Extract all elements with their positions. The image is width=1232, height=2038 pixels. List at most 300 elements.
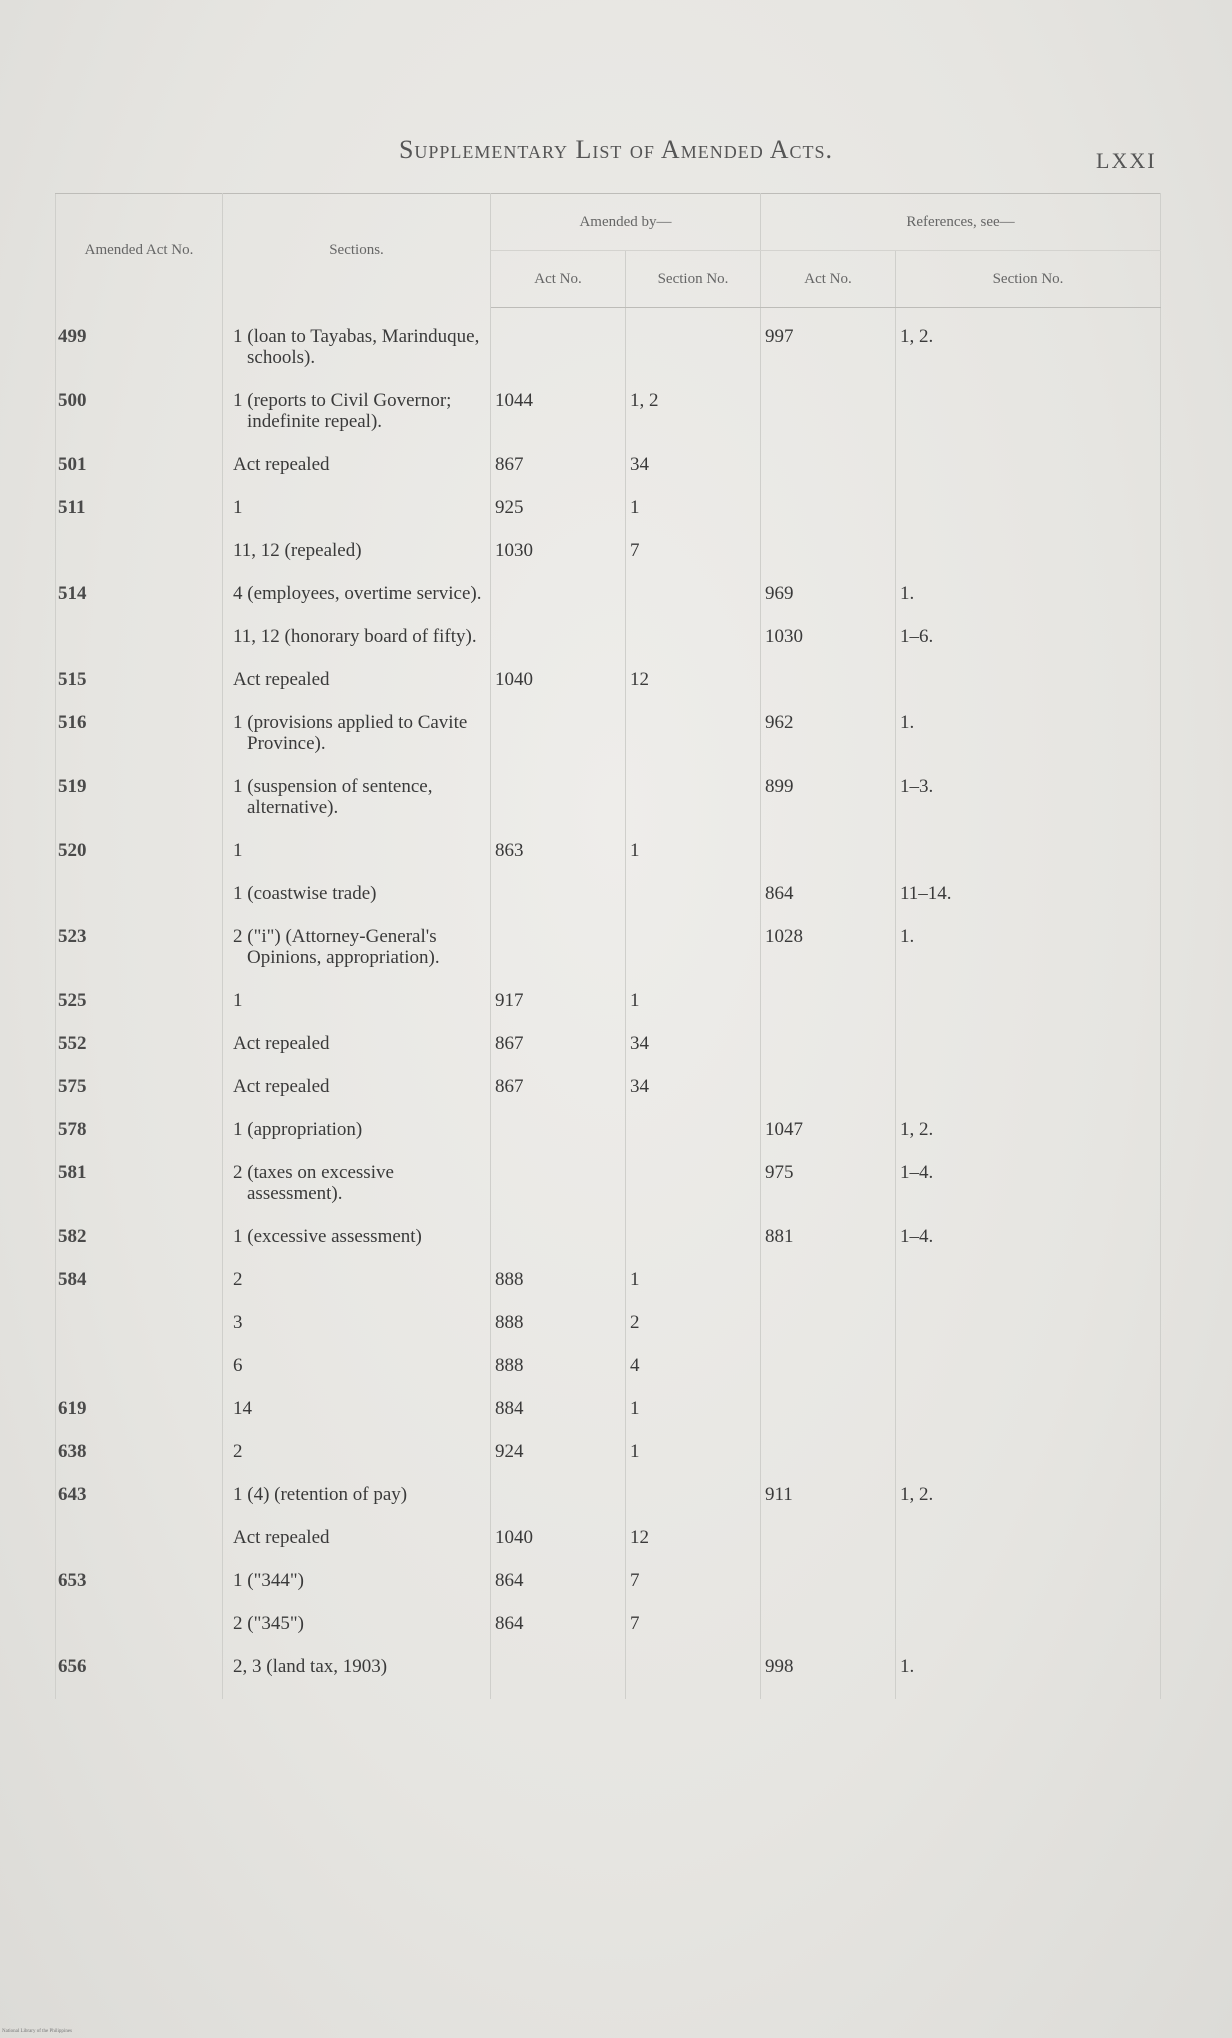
- reference-act-cell: [761, 1076, 896, 1097]
- act-number-cell: [56, 1076, 223, 1097]
- reference-act-cell: [761, 1613, 896, 1634]
- reference-section-cell-text: 1–4.: [900, 1225, 934, 1247]
- act-number-cell: [56, 990, 223, 1011]
- act-number-cell: [56, 1162, 223, 1204]
- amended-by-section-cell: [626, 712, 761, 754]
- reference-act-cell-text: 962: [765, 711, 794, 733]
- act-number-cell-text: 514: [58, 582, 87, 604]
- amended-by-section-cell: [626, 454, 761, 475]
- reference-section-cell: [896, 1076, 1161, 1097]
- reference-section-cell: [896, 1441, 1161, 1462]
- table-row: [56, 1269, 1161, 1290]
- reference-act-cell: [761, 712, 896, 754]
- act-number-cell: [56, 1570, 223, 1591]
- reference-section-cell: [896, 1226, 1161, 1247]
- reference-act-cell: [761, 1355, 896, 1376]
- amended-by-section-cell-text: 7: [630, 1612, 640, 1634]
- amended-by-act-cell: [491, 883, 626, 904]
- act-number-cell: [56, 1441, 223, 1462]
- act-number-cell: [56, 583, 223, 604]
- sections-cell-text: 1 (provisions applied to Cavite Province).: [233, 711, 468, 754]
- sections-cell: [223, 669, 491, 690]
- reference-act-cell-text: 1047: [765, 1118, 804, 1140]
- amended-by-act-cell: [491, 1527, 626, 1548]
- amended-by-section-cell: [626, 1398, 761, 1419]
- reference-act-cell: [761, 1570, 896, 1591]
- reference-section-cell: [896, 1269, 1161, 1290]
- amended-by-section-cell-text: 1, 2: [630, 389, 659, 411]
- sections-cell-text: 1 (loan to Tayabas, Marinduque, schools).: [233, 325, 480, 368]
- amended-by-act-cell: [491, 326, 626, 368]
- act-number-cell-text: 515: [58, 668, 87, 690]
- sections-cell-text: Act repealed: [233, 1032, 330, 1054]
- reference-act-cell: [761, 1226, 896, 1247]
- sections-cell-text: 11, 12 (repealed): [233, 539, 362, 561]
- amended-by-act-cell-text: 888: [495, 1311, 524, 1333]
- sections-cell: [223, 1570, 491, 1591]
- sections-cell-text: 1 (coastwise trade): [233, 882, 377, 904]
- reference-section-cell: [896, 926, 1161, 968]
- table-row: [56, 1441, 1161, 1462]
- reference-section-cell: [896, 1033, 1161, 1054]
- sections-cell: [223, 626, 491, 647]
- amended-by-section-cell: [626, 326, 761, 368]
- sections-cell-text: 2 ("i") (Attorney-General's Opinions, appropriation).: [233, 925, 440, 968]
- sections-cell: [223, 776, 491, 818]
- sections-cell-text: 2: [233, 1268, 243, 1290]
- amended-by-act-cell: [491, 1441, 626, 1462]
- page-number: LXXI: [1096, 148, 1157, 173]
- act-number-cell-text: 525: [58, 989, 87, 1011]
- act-number-cell: [56, 669, 223, 690]
- sections-cell-text: 6: [233, 1354, 243, 1376]
- reference-section-cell: [896, 454, 1161, 475]
- sections-cell: [223, 1656, 491, 1677]
- amended-by-act-cell: [491, 1033, 626, 1054]
- reference-section-cell: [896, 712, 1161, 754]
- reference-act-cell: [761, 1162, 896, 1204]
- amended-by-section-cell: [626, 1076, 761, 1097]
- table-row: [56, 1613, 1161, 1634]
- amended-by-section-cell: [626, 1119, 761, 1140]
- sections-cell-text: 1: [233, 496, 243, 518]
- reference-act-cell-text: 1030: [765, 625, 804, 647]
- amended-by-section-cell-text: 34: [630, 1075, 649, 1097]
- amended-by-act-cell: [491, 454, 626, 475]
- sections-cell-text: 1 (appropriation): [233, 1118, 363, 1140]
- reference-section-cell: [896, 497, 1161, 518]
- reference-section-cell: [896, 990, 1161, 1011]
- sections-cell-text: 1 ("344"): [233, 1569, 304, 1591]
- sections-cell: [223, 1527, 491, 1548]
- reference-act-cell-text: 899: [765, 775, 794, 797]
- amended-by-act-cell: [491, 497, 626, 518]
- sections-cell: [223, 583, 491, 604]
- amended-acts-table: [55, 193, 1161, 1699]
- table-row: [56, 883, 1161, 904]
- act-number-cell-text: 516: [58, 711, 87, 733]
- amended-by-section-cell-text: 1: [630, 1268, 640, 1290]
- table-row: [56, 1656, 1161, 1677]
- reference-act-cell: [761, 454, 896, 475]
- amended-by-act-cell-text: 863: [495, 839, 524, 861]
- amended-by-act-cell: [491, 390, 626, 432]
- reference-act-cell: [761, 1656, 896, 1677]
- reference-act-cell: [761, 540, 896, 561]
- sections-cell-text: 1 (excessive assessment): [233, 1225, 422, 1247]
- amended-by-section-cell: [626, 1269, 761, 1290]
- table-row: [56, 1527, 1161, 1548]
- sections-cell-text: 1: [233, 839, 243, 861]
- header-act-no-amended: Act No.: [491, 251, 626, 308]
- reference-act-cell: [761, 626, 896, 647]
- reference-section-cell: [896, 1312, 1161, 1333]
- act-number-cell: [56, 540, 223, 561]
- act-number-cell-text: 584: [58, 1268, 87, 1290]
- sections-cell: [223, 883, 491, 904]
- sections-cell-text: 3: [233, 1311, 243, 1333]
- sections-cell: [223, 454, 491, 475]
- amended-by-act-cell: [491, 669, 626, 690]
- table-row: [56, 1355, 1161, 1376]
- act-number-cell-text: 619: [58, 1397, 87, 1419]
- table-row: [56, 540, 1161, 561]
- amended-by-section-cell: [626, 1484, 761, 1505]
- amended-by-act-cell-text: 1040: [495, 668, 533, 690]
- sections-cell: [223, 326, 491, 368]
- amended-by-act-cell: [491, 540, 626, 561]
- act-number-cell-text: 578: [58, 1118, 87, 1140]
- page-title: Supplementary List of Amended Acts.: [398, 135, 834, 164]
- act-number-cell-text: 638: [58, 1440, 87, 1462]
- sections-cell-text: 11, 12 (honorary board of fifty).: [233, 625, 477, 647]
- table-row: [56, 497, 1161, 518]
- sections-cell: [223, 540, 491, 561]
- amended-by-act-cell-text: 1044: [495, 389, 533, 411]
- sections-cell: [223, 990, 491, 1011]
- table-row: [56, 990, 1161, 1011]
- sections-cell: [223, 1226, 491, 1247]
- amended-by-act-cell-text: 888: [495, 1354, 524, 1376]
- sections-cell-text: 2 (taxes on excessive assessment).: [233, 1161, 394, 1204]
- reference-act-cell: [761, 1398, 896, 1419]
- amended-by-section-cell: [626, 626, 761, 647]
- act-number-cell: [56, 1656, 223, 1677]
- act-number-cell-text: 519: [58, 775, 87, 797]
- table-row: [56, 583, 1161, 604]
- act-number-cell: [56, 840, 223, 861]
- header-section-no-amended: Section No.: [626, 251, 761, 308]
- table-body: [56, 308, 1161, 1699]
- sections-cell-text: Act repealed: [233, 668, 330, 690]
- sections-cell: [223, 1355, 491, 1376]
- sections-cell-text: 4 (employees, overtime service).: [233, 582, 482, 604]
- act-number-cell: [56, 1119, 223, 1140]
- sections-cell: [223, 1076, 491, 1097]
- sections-cell-text: 2: [233, 1440, 243, 1462]
- reference-section-cell: [896, 1355, 1161, 1376]
- act-number-cell-text: 575: [58, 1075, 87, 1097]
- reference-section-cell-text: 1, 2.: [900, 1118, 934, 1140]
- reference-section-cell: [896, 540, 1161, 561]
- amended-by-act-cell: [491, 1312, 626, 1333]
- reference-section-cell: [896, 583, 1161, 604]
- reference-section-cell-text: 1.: [900, 582, 915, 604]
- reference-act-cell-text: 997: [765, 325, 794, 347]
- amended-by-section-cell-text: 1: [630, 496, 640, 518]
- act-number-cell-text: 523: [58, 925, 87, 947]
- table-row: [56, 626, 1161, 647]
- reference-act-cell: [761, 1527, 896, 1548]
- reference-section-cell: [896, 1656, 1161, 1677]
- sections-cell: [223, 1441, 491, 1462]
- reference-act-cell-text: 881: [765, 1225, 794, 1247]
- amended-by-act-cell-text: 917: [495, 989, 524, 1011]
- table-row: [56, 454, 1161, 475]
- amended-by-act-cell: [491, 1226, 626, 1247]
- act-number-cell-text: 552: [58, 1032, 87, 1054]
- table-row: [56, 1484, 1161, 1505]
- amended-by-act-cell: [491, 626, 626, 647]
- amended-by-section-cell: [626, 1312, 761, 1333]
- act-number-cell-text: 582: [58, 1225, 87, 1247]
- act-number-cell-text: 653: [58, 1569, 87, 1591]
- sections-cell: [223, 1312, 491, 1333]
- amended-by-act-cell: [491, 1269, 626, 1290]
- table-row: [56, 326, 1161, 368]
- act-number-cell: [56, 926, 223, 968]
- amended-by-act-cell-text: 867: [495, 1075, 524, 1097]
- reference-section-cell: [896, 1162, 1161, 1204]
- sections-cell-text: 1: [233, 989, 243, 1011]
- reference-act-cell: [761, 1312, 896, 1333]
- reference-act-cell: [761, 1441, 896, 1462]
- reference-section-cell: [896, 1613, 1161, 1634]
- amended-by-section-cell: [626, 1355, 761, 1376]
- table-row: [56, 1226, 1161, 1247]
- amended-by-section-cell: [626, 883, 761, 904]
- act-number-cell: [56, 1484, 223, 1505]
- reference-section-cell-text: 1.: [900, 1655, 915, 1677]
- reference-section-cell: [896, 1398, 1161, 1419]
- sections-cell: [223, 1033, 491, 1054]
- header-references: References, see—: [761, 194, 1161, 251]
- sections-cell: [223, 390, 491, 432]
- sections-cell-text: Act repealed: [233, 1526, 330, 1548]
- reference-section-cell: [896, 840, 1161, 861]
- amended-by-section-cell: [626, 1570, 761, 1591]
- amended-by-act-cell: [491, 1398, 626, 1419]
- act-number-cell: [56, 1226, 223, 1247]
- sections-cell-text: 1 (reports to Civil Governor; indefinite repeal).: [233, 389, 452, 432]
- header-amended-act-no: Amended Act No.: [56, 194, 223, 308]
- amended-by-section-cell: [626, 1613, 761, 1634]
- act-number-cell: [56, 883, 223, 904]
- reference-section-cell: [896, 1527, 1161, 1548]
- sections-cell-text: Act repealed: [233, 453, 330, 475]
- amended-by-section-cell: [626, 583, 761, 604]
- act-number-cell: [56, 1355, 223, 1376]
- act-number-cell-text: 581: [58, 1161, 87, 1183]
- act-number-cell: [56, 1527, 223, 1548]
- amended-by-section-cell-text: 2: [630, 1311, 640, 1333]
- amended-by-section-cell-text: 1: [630, 989, 640, 1011]
- amended-by-act-cell: [491, 583, 626, 604]
- reference-section-cell: [896, 626, 1161, 647]
- reference-section-cell: [896, 669, 1161, 690]
- sections-cell-text: 14: [233, 1397, 252, 1419]
- act-number-cell: [56, 1312, 223, 1333]
- table-row: [56, 776, 1161, 818]
- amended-by-section-cell-text: 1: [630, 1397, 640, 1419]
- amended-by-section-cell: [626, 776, 761, 818]
- sections-cell: [223, 1484, 491, 1505]
- amended-by-act-cell: [491, 1570, 626, 1591]
- header-amended-by: Amended by—: [491, 194, 761, 251]
- amended-by-act-cell: [491, 840, 626, 861]
- reference-act-cell: [761, 926, 896, 968]
- amended-by-section-cell-text: 34: [630, 1032, 649, 1054]
- amended-by-section-cell-text: 7: [630, 539, 640, 561]
- amended-by-section-cell: [626, 497, 761, 518]
- amended-by-section-cell-text: 1: [630, 839, 640, 861]
- amended-by-act-cell: [491, 1656, 626, 1677]
- sections-cell: [223, 1119, 491, 1140]
- amended-by-act-cell: [491, 1613, 626, 1634]
- amended-by-section-cell: [626, 1441, 761, 1462]
- table-row: [56, 926, 1161, 968]
- reference-act-cell-text: 975: [765, 1161, 794, 1183]
- amended-by-act-cell-text: 864: [495, 1569, 524, 1591]
- amended-by-act-cell: [491, 926, 626, 968]
- amended-by-section-cell: [626, 926, 761, 968]
- footer-credit: National Library of the Philippines: [2, 2029, 72, 2034]
- reference-section-cell: [896, 1119, 1161, 1140]
- sections-cell-text: 2 ("345"): [233, 1612, 304, 1634]
- reference-act-cell: [761, 776, 896, 818]
- amended-by-section-cell: [626, 840, 761, 861]
- amended-by-section-cell-text: 12: [630, 1526, 649, 1548]
- reference-section-cell: [896, 326, 1161, 368]
- amended-by-act-cell: [491, 1076, 626, 1097]
- sections-cell: [223, 1613, 491, 1634]
- sections-cell: [223, 840, 491, 861]
- amended-by-act-cell: [491, 1484, 626, 1505]
- amended-by-section-cell-text: 34: [630, 453, 649, 475]
- act-number-cell: [56, 1269, 223, 1290]
- reference-section-cell-text: 1–4.: [900, 1161, 934, 1183]
- sections-cell: [223, 497, 491, 518]
- amended-by-act-cell-text: 924: [495, 1440, 524, 1462]
- reference-act-cell: [761, 1033, 896, 1054]
- sections-cell: [223, 1269, 491, 1290]
- table-row: [56, 1119, 1161, 1140]
- amended-by-section-cell: [626, 990, 761, 1011]
- amended-by-section-cell: [626, 1656, 761, 1677]
- reference-section-cell-text: 11–14.: [900, 882, 952, 904]
- amended-by-section-cell-text: 7: [630, 1569, 640, 1591]
- act-number-cell: [56, 454, 223, 475]
- act-number-cell: [56, 776, 223, 818]
- reference-section-cell-text: 1.: [900, 711, 915, 733]
- amended-by-act-cell: [491, 776, 626, 818]
- reference-section-cell-text: 1–3.: [900, 775, 934, 797]
- sections-cell: [223, 712, 491, 754]
- act-number-cell: [56, 1398, 223, 1419]
- reference-section-cell: [896, 1484, 1161, 1505]
- reference-section-cell: [896, 776, 1161, 818]
- table-row: [56, 1570, 1161, 1591]
- amended-by-act-cell-text: 884: [495, 1397, 524, 1419]
- act-number-cell-text: 501: [58, 453, 87, 475]
- reference-act-cell-text: 1028: [765, 925, 804, 947]
- amended-by-section-cell: [626, 1162, 761, 1204]
- reference-act-cell: [761, 390, 896, 432]
- table-row: [56, 712, 1161, 754]
- reference-act-cell: [761, 1119, 896, 1140]
- reference-act-cell: [761, 497, 896, 518]
- amended-by-section-cell: [626, 390, 761, 432]
- act-number-cell: [56, 497, 223, 518]
- reference-section-cell: [896, 1570, 1161, 1591]
- amended-by-act-cell-text: 925: [495, 496, 524, 518]
- sections-cell: [223, 1398, 491, 1419]
- amended-by-act-cell: [491, 1119, 626, 1140]
- table-row: [56, 840, 1161, 861]
- header-act-no-reference: Act No.: [761, 251, 896, 308]
- reference-section-cell-text: 1, 2.: [900, 1483, 934, 1505]
- amended-by-section-cell: [626, 1226, 761, 1247]
- reference-act-cell: [761, 1269, 896, 1290]
- amended-by-section-cell: [626, 1033, 761, 1054]
- amended-by-act-cell-text: 867: [495, 453, 524, 475]
- amended-by-section-cell-text: 12: [630, 668, 649, 690]
- table-row: [56, 1076, 1161, 1097]
- amended-by-act-cell: [491, 1355, 626, 1376]
- amended-by-act-cell-text: 888: [495, 1268, 524, 1290]
- reference-act-cell-text: 864: [765, 882, 794, 904]
- act-number-cell-text: 520: [58, 839, 87, 861]
- act-number-cell-text: 500: [58, 389, 87, 411]
- act-number-cell: [56, 626, 223, 647]
- sections-cell: [223, 1162, 491, 1204]
- amended-by-act-cell-text: 1040: [495, 1526, 533, 1548]
- act-number-cell: [56, 390, 223, 432]
- reference-section-cell-text: 1, 2.: [900, 325, 934, 347]
- sections-cell-text: Act repealed: [233, 1075, 330, 1097]
- act-number-cell-text: 511: [58, 496, 86, 518]
- act-number-cell-text: 643: [58, 1483, 87, 1505]
- act-number-cell: [56, 1613, 223, 1634]
- header-section-no-reference: Section No.: [896, 251, 1161, 308]
- reference-act-cell: [761, 326, 896, 368]
- table-row: [56, 390, 1161, 432]
- reference-act-cell: [761, 1484, 896, 1505]
- reference-act-cell-text: 969: [765, 582, 794, 604]
- reference-act-cell: [761, 840, 896, 861]
- table-row: [56, 669, 1161, 690]
- amended-by-section-cell-text: 1: [630, 1440, 640, 1462]
- sections-cell-text: 2, 3 (land tax, 1903): [233, 1655, 388, 1677]
- amended-by-act-cell-text: 864: [495, 1612, 524, 1634]
- reference-act-cell: [761, 669, 896, 690]
- reference-act-cell: [761, 990, 896, 1011]
- reference-section-cell-text: 1–6.: [900, 625, 934, 647]
- table-row: [56, 1033, 1161, 1054]
- amended-by-act-cell: [491, 1162, 626, 1204]
- reference-act-cell: [761, 583, 896, 604]
- header-sections: Sections.: [223, 194, 491, 308]
